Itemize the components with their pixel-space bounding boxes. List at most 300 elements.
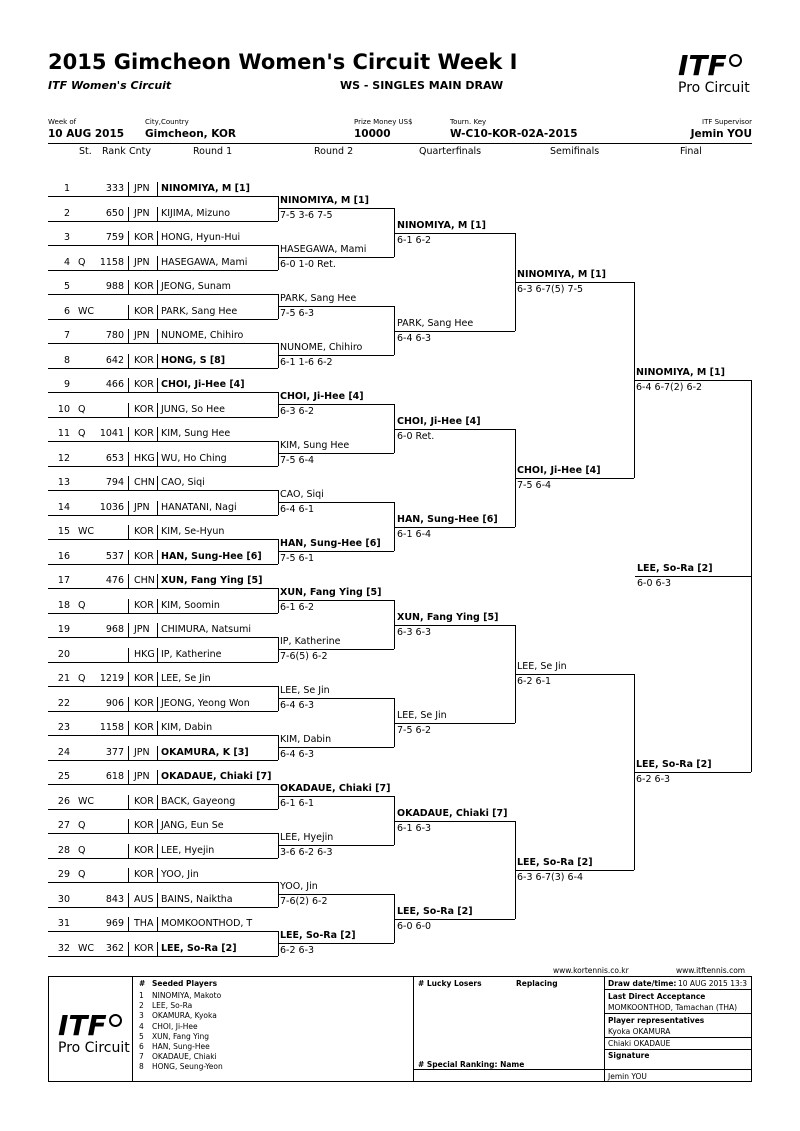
round2-score: 7-5 6-3 xyxy=(280,308,315,320)
player-line xyxy=(48,784,278,785)
draw-datetime-label: Draw date/time: xyxy=(608,979,677,988)
page-title: 2015 Gimcheon Women's Circuit Week I xyxy=(48,50,518,74)
tourn-key-label: Tourn. Key xyxy=(450,118,487,126)
rank: 476 xyxy=(105,575,124,586)
country: CHN xyxy=(134,477,155,488)
sf-player-name: CHOI, Ji-Hee [4] xyxy=(517,464,601,476)
round2-line xyxy=(278,502,394,503)
round2-player-name: CHOI, Ji-Hee [4] xyxy=(280,391,364,403)
qf-player-name: PARK, Sang Hee xyxy=(397,317,474,329)
country: HKG xyxy=(134,452,155,464)
player-name: PARK, Sang Hee xyxy=(161,305,238,317)
rank: 618 xyxy=(105,771,124,782)
status: Q xyxy=(78,844,86,856)
round2-line xyxy=(278,404,394,405)
sf-line xyxy=(515,870,634,871)
footer-right-divider-5 xyxy=(604,1069,752,1070)
sf-player-name: NINOMIYA, M [1] xyxy=(517,268,606,280)
name-column-divider xyxy=(157,819,158,833)
country: JPN xyxy=(134,624,150,635)
draw-position: 16 xyxy=(57,550,70,562)
status: Q xyxy=(78,673,86,684)
player-name: IP, Katherine xyxy=(161,648,222,660)
name-column-divider xyxy=(157,623,158,637)
player-name: HAN, Sung-Hee [6] xyxy=(161,550,262,562)
draw-position: 20 xyxy=(57,648,70,660)
name-column-divider xyxy=(157,354,158,368)
qf-score: 6-0 6-0 xyxy=(397,920,432,932)
round2-score: 6-1 6-2 xyxy=(280,602,315,614)
player-line xyxy=(48,490,278,491)
status: WC xyxy=(78,942,95,954)
player-reps-label: Player representatives xyxy=(608,1016,705,1025)
seeded-hash: # xyxy=(139,979,146,988)
cnty-column-divider xyxy=(128,550,129,564)
name-column-divider xyxy=(157,231,158,245)
status: Q xyxy=(78,599,86,611)
sf-score: 6-3 6-7(5) 7-5 xyxy=(517,283,584,295)
player-name: HANATANI, Nagi xyxy=(161,501,237,513)
qf-score: 7-5 6-2 xyxy=(397,724,432,736)
rank: 1158 xyxy=(99,722,124,733)
draw-position: 32 xyxy=(57,942,70,954)
city-value: Gimcheon, KOR xyxy=(145,128,236,140)
qf-score: 6-1 6-3 xyxy=(397,822,432,834)
round2-line xyxy=(278,257,394,258)
country: JPN xyxy=(134,746,150,758)
cnty-column-divider xyxy=(128,354,129,368)
special-ranking-divider xyxy=(413,1069,604,1070)
round2-player-name: LEE, So-Ra [2] xyxy=(280,930,356,942)
player-name: JANG, Eun Se xyxy=(161,820,224,831)
seed-player-name: NINOMIYA, Makoto xyxy=(152,991,222,1000)
prize-label: Prize Money US$ xyxy=(354,118,413,126)
sf-line xyxy=(515,674,634,675)
round2-player-name: KIM, Dabin xyxy=(280,734,332,746)
itf-logo xyxy=(678,49,750,96)
cnty-column-divider xyxy=(128,501,129,515)
round2-score: 7-6(2) 6-2 xyxy=(280,896,328,908)
cnty-column-divider xyxy=(128,378,129,392)
col-final: Final xyxy=(680,146,702,157)
cnty-column-divider xyxy=(128,231,129,245)
supervisor-label: ITF Supervisor xyxy=(702,118,752,126)
name-column-divider xyxy=(157,721,158,735)
name-column-divider xyxy=(157,770,158,784)
seed-number: 2 xyxy=(139,1001,144,1011)
draw-position: 23 xyxy=(57,722,70,733)
qf-player-name: LEE, So-Ra [2] xyxy=(397,905,473,917)
name-column-divider xyxy=(157,305,158,319)
player-line xyxy=(48,515,278,516)
round2-score: 6-4 6-1 xyxy=(280,504,315,516)
cnty-column-divider xyxy=(128,672,129,686)
country: KOR xyxy=(134,869,154,880)
rank: 1041 xyxy=(99,428,124,439)
player-name: YOO, Jin xyxy=(161,869,199,880)
cnty-column-divider xyxy=(128,795,129,809)
name-column-divider xyxy=(157,942,158,956)
name-column-divider xyxy=(157,452,158,466)
round2-score: 7-6(5) 6-2 xyxy=(280,651,328,663)
player-name: XUN, Fang Ying [5] xyxy=(161,575,263,586)
country: KOR xyxy=(134,550,154,562)
player-line xyxy=(48,466,278,467)
rank: 466 xyxy=(105,379,124,390)
name-column-divider xyxy=(157,697,158,711)
draw-position: 26 xyxy=(57,795,70,807)
name-column-divider xyxy=(157,648,158,662)
final-line xyxy=(634,772,751,773)
col-quarterfinals: Quarterfinals xyxy=(419,146,482,157)
rank: 642 xyxy=(105,354,124,366)
round2-line xyxy=(278,894,394,895)
country: KOR xyxy=(134,428,154,439)
signature-value: Jemin YOU xyxy=(608,1072,647,1081)
rank: 794 xyxy=(105,477,124,488)
seed-player-name: HONG, Seung-Yeon xyxy=(152,1062,223,1072)
draw-position: 4 xyxy=(63,256,70,268)
player-line xyxy=(48,245,278,246)
last-direct-value: MOMKOONTHOD, Tamachan (THA) xyxy=(608,1003,738,1012)
qf-player-name: HAN, Sung-Hee [6] xyxy=(397,513,498,525)
player-line xyxy=(48,343,278,344)
replacing-label: Replacing xyxy=(516,979,558,988)
round2-line xyxy=(278,796,394,797)
round2-score: 6-0 1-0 Ret. xyxy=(280,259,336,271)
player-line xyxy=(48,196,278,197)
qf-line xyxy=(395,723,515,724)
player-name: LEE, Hyejin xyxy=(161,844,215,856)
col-round2: Round 2 xyxy=(314,146,354,157)
player-name: KIJIMA, Mizuno xyxy=(161,207,231,219)
rank: 653 xyxy=(105,452,124,464)
signature-label: Signature xyxy=(608,1051,650,1060)
supervisor-value: Jemin YOU xyxy=(690,128,752,140)
player-line xyxy=(48,637,278,638)
itftennis-url[interactable]: www.itftennis.com xyxy=(676,966,746,975)
draw-position: 21 xyxy=(57,673,70,684)
footer-divider-1 xyxy=(132,976,133,1082)
cnty-column-divider xyxy=(128,329,129,343)
kortennis-url[interactable]: www.kortennis.co.kr xyxy=(553,966,629,975)
rank: 650 xyxy=(105,207,124,219)
champion-score: 6-0 6-3 xyxy=(637,577,672,589)
cnty-column-divider xyxy=(128,403,129,417)
footer-pro-circuit-text: Pro Circuit xyxy=(58,1040,130,1056)
player-name: JUNG, So Hee xyxy=(161,403,225,415)
round2-score: 6-3 6-2 xyxy=(280,406,315,418)
player-name: JEONG, Yeong Won xyxy=(161,697,250,709)
cnty-column-divider xyxy=(128,746,129,760)
footer-right-divider-4 xyxy=(604,1049,752,1050)
round2-player-name: HAN, Sung-Hee [6] xyxy=(280,538,381,550)
status: WC xyxy=(78,795,95,807)
player-name: LEE, So-Ra [2] xyxy=(161,942,237,954)
qf-line xyxy=(395,919,515,920)
country: KOR xyxy=(134,599,154,611)
player-name: JEONG, Sunam xyxy=(161,281,231,292)
sf-player-name: LEE, Se Jin xyxy=(517,660,567,672)
cnty-column-divider xyxy=(128,942,129,956)
rank: 1219 xyxy=(99,673,124,684)
player-line xyxy=(48,735,278,736)
name-column-divider xyxy=(157,917,158,931)
col-rank: Rank xyxy=(102,146,126,157)
cnty-column-divider xyxy=(128,574,129,588)
player-name: MOMKOONTHOD, T xyxy=(161,918,253,929)
status: Q xyxy=(78,403,86,415)
lucky-losers-label: # Lucky Losers xyxy=(418,979,482,988)
qf-player-name: XUN, Fang Ying [5] xyxy=(397,611,499,623)
week-label: Week of xyxy=(48,118,77,126)
round2-score: 6-4 6-3 xyxy=(280,749,315,761)
seed-player-name: OKAMURA, Kyoka xyxy=(152,1011,217,1021)
draw-position: 1 xyxy=(63,183,70,194)
player-line xyxy=(48,368,278,369)
footer-right-divider-2 xyxy=(604,1013,752,1014)
col-st: St. xyxy=(79,146,92,157)
rank: 759 xyxy=(105,232,124,243)
name-column-divider xyxy=(157,427,158,441)
sf-line xyxy=(515,478,634,479)
player-line xyxy=(48,833,278,834)
round2-line xyxy=(278,845,394,846)
round2-line xyxy=(278,747,394,748)
round2-score: 6-1 1-6 6-2 xyxy=(280,357,333,369)
status: Q xyxy=(78,820,86,831)
draw-position: 25 xyxy=(57,771,70,782)
seed-number: 3 xyxy=(139,1011,144,1021)
status: WC xyxy=(78,305,95,317)
draw-position: 29 xyxy=(57,869,70,880)
qf-score: 6-4 6-3 xyxy=(397,332,432,344)
footer-tennis-ball-icon xyxy=(109,1014,122,1027)
status: Q xyxy=(78,256,86,268)
seed-number: 1 xyxy=(139,991,144,1000)
last-direct-label: Last Direct Acceptance xyxy=(608,992,706,1001)
player-name: OKADAUE, Chiaki [7] xyxy=(161,771,272,782)
player-rep-2: Chiaki OKADAUE xyxy=(608,1039,671,1048)
country: HKG xyxy=(134,648,155,660)
seed-number: 6 xyxy=(139,1042,144,1051)
player-name: OKAMURA, K [3] xyxy=(161,746,249,758)
cnty-column-divider xyxy=(128,697,129,711)
player-name: CAO, Siqi xyxy=(161,477,205,488)
cnty-column-divider xyxy=(128,893,129,907)
col-cnty: Cnty xyxy=(129,146,152,157)
seed-player-name: OKADAUE, Chiaki xyxy=(152,1052,217,1062)
status: Q xyxy=(78,869,86,880)
round2-player-name: YOO, Jin xyxy=(280,881,318,893)
rank: 969 xyxy=(105,918,124,929)
round2-player-name: LEE, Se Jin xyxy=(280,685,330,697)
round2-line xyxy=(278,600,394,601)
final-line xyxy=(634,380,751,381)
rank: 968 xyxy=(105,624,124,635)
player-line xyxy=(48,809,278,810)
country: CHN xyxy=(134,575,155,586)
draw-position: 10 xyxy=(57,403,70,415)
round2-score: 3-6 6-2 6-3 xyxy=(280,847,333,859)
draw-position: 31 xyxy=(57,918,70,929)
name-column-divider xyxy=(157,599,158,613)
week-value: 10 AUG 2015 xyxy=(48,128,125,140)
seed-number: 8 xyxy=(139,1062,144,1072)
sf-score: 6-3 6-7(3) 6-4 xyxy=(517,871,584,883)
country: KOR xyxy=(134,820,154,831)
name-column-divider xyxy=(157,746,158,760)
rank: 377 xyxy=(105,746,124,758)
draw-position: 14 xyxy=(57,501,70,513)
player-name: BAINS, Naiktha xyxy=(161,893,233,905)
name-column-divider xyxy=(157,525,158,539)
status: WC xyxy=(78,526,95,537)
draw-position: 8 xyxy=(63,354,70,366)
country: JPN xyxy=(134,207,150,219)
name-column-divider xyxy=(157,476,158,490)
draw-position: 2 xyxy=(63,207,70,219)
seed-number: 4 xyxy=(139,1021,144,1031)
country: KOR xyxy=(134,281,154,292)
cnty-column-divider xyxy=(128,476,129,490)
country: THA xyxy=(134,918,154,929)
col-round1: Round 1 xyxy=(193,146,233,157)
country: KOR xyxy=(134,673,154,684)
player-line xyxy=(48,392,278,393)
country: KOR xyxy=(134,697,154,709)
round2-score: 7-5 6-1 xyxy=(280,553,315,565)
itf-logo-text: ITF xyxy=(678,49,727,82)
draw-position: 19 xyxy=(57,624,70,635)
draw-position: 5 xyxy=(63,281,70,292)
player-name: BACK, Gayeong xyxy=(161,795,236,807)
name-column-divider xyxy=(157,256,158,270)
rank: 333 xyxy=(105,183,124,194)
round2-player-name: LEE, Hyejin xyxy=(280,832,334,844)
prize-value: 10000 xyxy=(354,128,391,140)
round2-player-name: NINOMIYA, M [1] xyxy=(280,195,369,207)
player-line xyxy=(48,686,278,687)
header-divider xyxy=(48,143,752,144)
round2-player-name: OKADAUE, Chiaki [7] xyxy=(280,783,391,795)
player-line xyxy=(48,221,278,222)
cnty-column-divider xyxy=(128,525,129,539)
special-ranking-label: # Special Ranking: Name xyxy=(418,1060,525,1069)
player-name: CHOI, Ji-Hee [4] xyxy=(161,379,245,390)
city-label: City,Country xyxy=(145,118,189,126)
round2-score: 6-2 6-3 xyxy=(280,945,315,957)
round2-line xyxy=(278,208,394,209)
cnty-column-divider xyxy=(128,868,129,882)
player-name: WU, Ho Ching xyxy=(161,452,227,464)
draw-position: 22 xyxy=(57,697,70,709)
qf-line xyxy=(395,625,515,626)
champion-name: LEE, So-Ra [2] xyxy=(637,562,713,574)
draw-position: 30 xyxy=(57,893,70,905)
player-name: CHIMURA, Natsumi xyxy=(161,624,251,635)
player-name: LEE, Se Jin xyxy=(161,673,211,684)
qf-line xyxy=(395,331,515,332)
player-line xyxy=(48,613,278,614)
player-line xyxy=(48,858,278,859)
player-line xyxy=(48,588,278,589)
sf-score: 6-2 6-1 xyxy=(517,675,552,687)
draw-position: 24 xyxy=(57,746,70,758)
final-player-name: LEE, So-Ra [2] xyxy=(636,758,712,770)
name-column-divider xyxy=(157,329,158,343)
cnty-column-divider xyxy=(128,623,129,637)
cnty-column-divider xyxy=(128,819,129,833)
cnty-column-divider xyxy=(128,305,129,319)
draw-position: 15 xyxy=(57,526,70,537)
draw-position: 7 xyxy=(63,330,70,341)
cnty-column-divider xyxy=(128,256,129,270)
draw-type: WS - SINGLES MAIN DRAW xyxy=(340,79,504,92)
qf-player-name: CHOI, Ji-Hee [4] xyxy=(397,415,481,427)
final-player-name: NINOMIYA, M [1] xyxy=(636,366,725,378)
draw-position: 27 xyxy=(57,820,70,831)
round2-player-name: PARK, Sang Hee xyxy=(280,293,357,305)
seed-player-name: XUN, Fang Ying xyxy=(152,1031,210,1041)
footer-itf-logo xyxy=(58,1009,130,1056)
rank: 780 xyxy=(105,330,124,341)
player-name: NINOMIYA, M [1] xyxy=(161,183,250,194)
seed-player-name: HAN, Sung-Hee xyxy=(152,1042,210,1051)
footer-right-divider-1 xyxy=(604,989,752,990)
round2-line xyxy=(278,943,394,944)
draw-position: 28 xyxy=(57,844,70,856)
country: KOR xyxy=(134,795,154,807)
circuit-name: ITF Women's Circuit xyxy=(48,79,172,92)
draw-position: 11 xyxy=(57,428,70,439)
name-column-divider xyxy=(157,403,158,417)
cnty-column-divider xyxy=(128,721,129,735)
draw-position: 9 xyxy=(63,379,70,390)
cnty-column-divider xyxy=(128,452,129,466)
player-name: HONG, Hyun-Hui xyxy=(161,232,241,243)
round2-player-name: CAO, Siqi xyxy=(280,489,324,501)
name-column-divider xyxy=(157,501,158,515)
name-column-divider xyxy=(157,672,158,686)
player-line xyxy=(48,539,278,540)
footer-right-divider-3 xyxy=(604,1037,752,1038)
country: KOR xyxy=(134,526,154,537)
name-column-divider xyxy=(157,182,158,196)
cnty-column-divider xyxy=(128,648,129,662)
round2-score: 7-5 3-6 7-5 xyxy=(280,210,333,222)
country: JPN xyxy=(134,771,150,782)
player-line xyxy=(48,662,278,663)
cnty-column-divider xyxy=(128,182,129,196)
tourn-key-value: W-C10-KOR-02A-2015 xyxy=(450,128,578,140)
country: AUS xyxy=(134,893,154,905)
round2-player-name: HASEGAWA, Mami xyxy=(280,244,367,256)
champion-line xyxy=(635,576,752,577)
round2-line xyxy=(278,453,394,454)
qf-score: 6-0 Ret. xyxy=(397,430,435,442)
country: JPN xyxy=(134,183,150,194)
country: KOR xyxy=(134,354,154,366)
country: KOR xyxy=(134,844,154,856)
country: KOR xyxy=(134,379,154,390)
player-name: HASEGAWA, Mami xyxy=(161,256,248,268)
player-name: NUNOME, Chihiro xyxy=(161,330,244,341)
footer-divider-2 xyxy=(413,976,414,1082)
country: JPN xyxy=(134,330,150,341)
name-column-divider xyxy=(157,574,158,588)
player-name: KIM, Dabin xyxy=(161,722,213,733)
